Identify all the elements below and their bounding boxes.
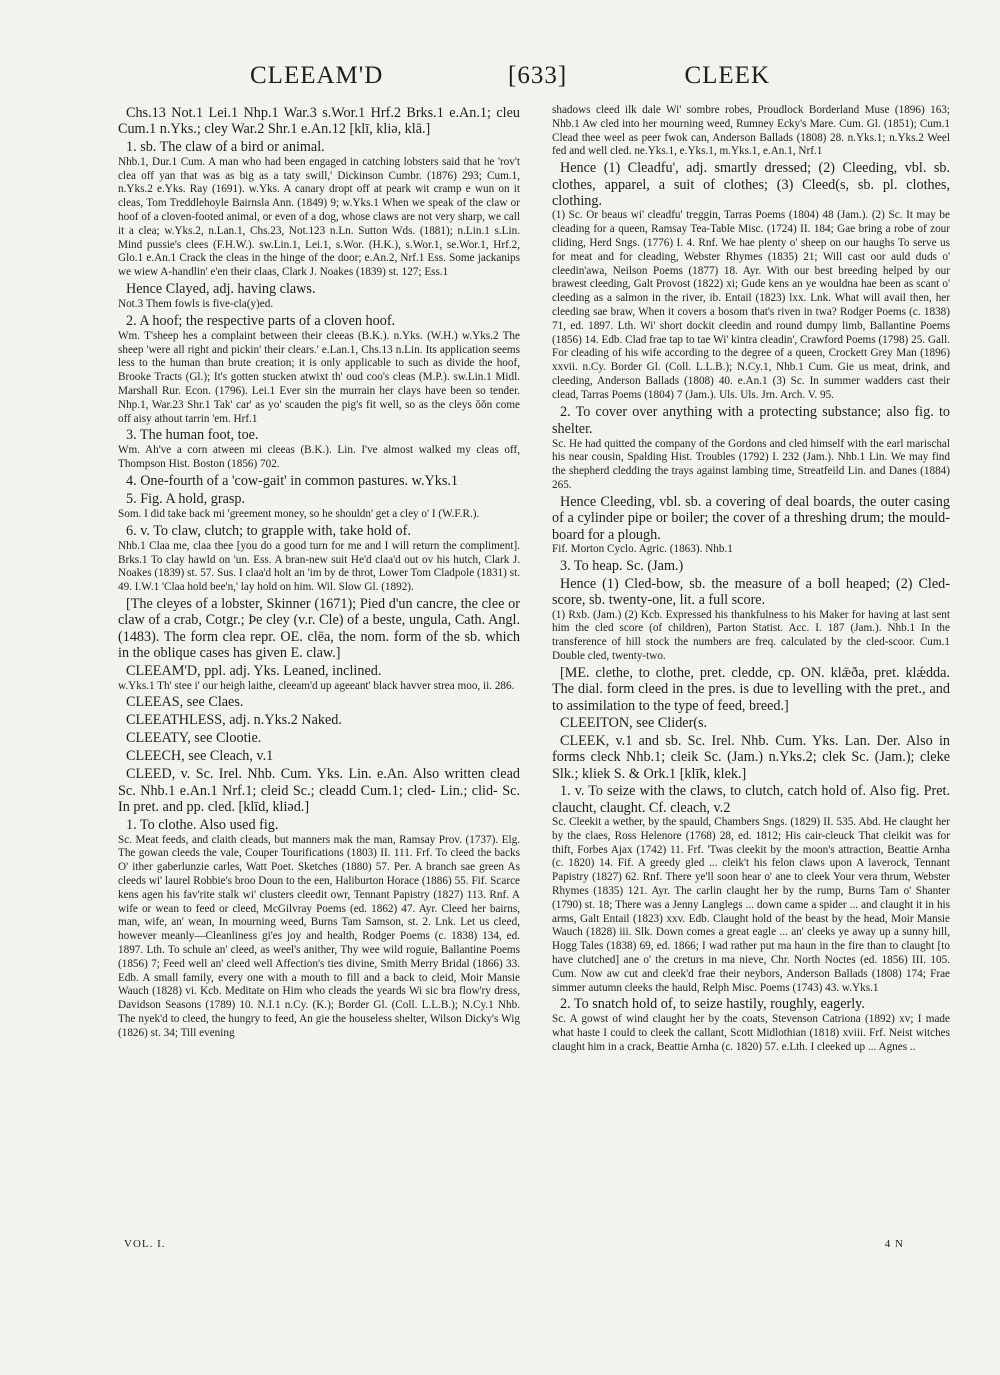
citation-paragraph: Wm. Ah've a corn atween mi cleeas (B.K.). Lin. I've almost walked my cleas off, Thompson Hist. Boston (1856) 702. — [118, 444, 520, 471]
header-right-word: CLEEK — [684, 62, 770, 89]
citation-paragraph: w.Yks.1 Th' stee i' our heigh laithe, cleeam'd up ageeant' black havver strea moo, ii. 286. — [118, 679, 515, 692]
entry-paragraph: 4. One-fourth of a 'cow-gait' in common pastures. w.Yks.1 — [126, 472, 459, 489]
citation-paragraph: Som. I did take back mi 'greement money, so he shouldn' get a cley o' I (W.F.R.). — [118, 507, 480, 520]
citation-paragraph: Sc. Cleekit a wether, by the spauld, Chambers Sngs. (1829) II. 535. Abd. He claught her by the claes, Ross Helenore (1768) 28, ed. 1812; His cair-cleuck That cleikit was for thift, Forbes Ajax (1742) 11. Frf. 'Twas cleekit by the moon's attraction, Beattie Arnha (c. 1820) 14. Fif. A greedy gled ... cleik't his felon claws upon A laverock, Tennant Papistry (1827) 62. Rnf. There ye'll soon hear o' ane to cleek Your vera thrum, Webster Rhymes (1835) 121. Ayr. The carlin claught her by the rump, Burns Tam o' Shanter (1790) st. 18; There was a Jenny Langlegs ... down came a spider ... and claught it in his arms, Galt Entail (1823) xxv. Edb. Claught hold of the beast by the head, Moir Mansie Wauch (1828) iii. Slk. Down comes a great eagle ... an' cleeks ye away up a sunny hill, Hogg Tales (1838) 69, ed. 1866; I wad rather put ma haun in the fire than to claught [to have clutched] ane o' the creturs in ma nieve, Chr. North Noctes (ed. 1856) III. 105. Cum. Now aw cut and cleek'd frae their neybors, Anderson Ballads (1808) 174; Frae simmer autumn cleeks the hauld, Relph Misc. Poems (1743) 43. w.Yks.1 — [552, 816, 950, 994]
entry-paragraph: 1. sb. The claw of a bird or animal. — [126, 138, 325, 155]
citation-paragraph: Wm. T'sheep hes a complaint between their cleeas (B.K.). n.Yks. (W.H.) w.Yks.2 The sheep 'were all right and pickin' their clears.' e.Lan.1, Chs.13 n.Lin. Its application seems less to the human than brute creation; it is only applicable to such as divide the hoof, Brooke Tracts (Gl.); It's gotten stucken atwixt th' oud coo's cleas (M.P.). sw.Lin.1 Midl. Marshall Rur. Econ. (1796). Lei.1 Ever sin the murrain her clays have been so tender. Nhp.1, War.23 Shr.1 Tak' car' as yo' scauden the pig's fit well, so as the cleys ŏŏn come off aisy athout tarrin 'em. Hrf.1 — [118, 329, 520, 425]
citation-paragraph: Nhb.1, Dur.1 Cum. A man who had been engaged in catching lobsters said that he 'rov't clea off yan that was as big as a taty swill,' Dickinson Cumbr. (1876) 293; Cum.1, n.Yks.2 e.Yks. Ray (1691). w.Yks. A canary dropt off at peark wit cramp e wun on it cleas, Tom Treddlehoyle Bairnsla Ann. (1849) 9; w.Yks.1 When we speak of the claw or hoof of a cloven-footed animal, or even of a dog, whose claws are not very sharp, we call it a clea; w.Yks.2, n.Lan.1, Chs.23, Not.123 n.Ln. Sutton Wds. (1881); n.Lin.1 s.Lin. Mind pussie's clees (F.H.W.). sw.Lin.1, Lei.1, s.Wor. (H.K.), s.Wor.1, se.Wor.1, Hrf.2, Glo.1 e.An.1 Crack the cleas in the hinge of the door; e.An.2, Nrf.1 Ess. Some jackanips we wiew A-handlin' e'en their claas, Clark J. Noakes (1839) st. 127; Ess.1 — [118, 155, 520, 279]
entry-paragraph: 2. To cover over anything with a protecting substance; also fig. to shelter. — [552, 403, 950, 437]
entry-paragraph: CLEEATY, see Clootie. — [126, 730, 262, 747]
page-number: [633] — [508, 62, 568, 89]
citation-paragraph: Not.3 Them fowls is five-cla(y)ed. — [118, 297, 274, 310]
entry-paragraph: [ME. clethe, to clothe, pret. cledde, cp. ON. klǣða, pret. klǽdda. The dial. form cleed in the pres. is due to levelling with the pret., and to assimilation to the type of feed, breed.] — [552, 664, 950, 714]
citation-paragraph: Sc. He had quitted the company of the Gordons and cled himself with the earl marischal his near cousin, Spalding Hist. Troubles (1792) I. 232 (Jam.). Nhb.1 Lin. We may find the shepherd cledding the trays against lambing time, Streatfeild Lin. and Danes (1884) 265. — [552, 437, 950, 491]
entry-paragraph: Hence (1) Cled-bow, sb. the measure of a boll heaped; (2) Cled-score, sb. twenty-one, lit. a full score. — [552, 575, 950, 609]
entry-paragraph: [The cleyes of a lobster, Skinner (1671); Pied d'un cancre, the clee or claw of a crab, Cotgr.; Þe cley (v.r. Cle) of a beste, ungula, Cath. Angl. (1483). The form clea repr. OE. clēa, the nom. form of the sb. which in the oblique cases has given E. claw.] — [118, 595, 520, 662]
citation-paragraph: shadows cleed ilk dale Wi' sombre robes, Proudlock Borderland Muse (1896) 163; Nhb.1 Aw cled into her mourning weed, Rumney Ecky's Mare. Cum. Gl. (1851); Cum.1 Clead thee weel as peer fwok can, Anderson Ballads (1808) 28. n.Yks.1; n.Yks.2 Weel fed and well cled. ne.Yks.1, e.Yks.1, m.Yks.1, e.An.1, Nrf.1 — [552, 104, 950, 158]
entry-paragraph: CLEEAS, see Claes. — [126, 694, 244, 711]
entry-paragraph: 1. To clothe. Also used fig. — [126, 816, 279, 833]
citation-paragraph: Fif. Morton Cyclo. Agric. (1863). Nhb.1 — [552, 542, 733, 555]
entry-paragraph: CLEEAM'D, ppl. adj. Yks. Leaned, inclined. — [126, 662, 382, 679]
entry-paragraph: Hence (1) Cleadfu', adj. smartly dressed; (2) Cleeding, vbl. sb. clothes, apparel, a suit of clothes; (3) Cleed(s, sb. pl. clothes, clothing. — [552, 160, 950, 209]
citation-paragraph: (1) Rxb. (Jam.) (2) Kcb. Expressed his thankfulness to his Maker for having at last sent him the cled score (of children), Parton Statist. Acc. I. 187 (Jam.). Nhb.1 In the transference of hill stock the numbers are freq. calculated by the cled-scoor. Cum.1 Double cled, twenty-two. — [552, 608, 950, 662]
entry-paragraph: 3. To heap. Sc. (Jam.) — [560, 557, 684, 574]
entry-paragraph: 2. To snatch hold of, to seize hastily, roughly, eagerly. — [560, 996, 865, 1013]
entry-paragraph: 5. Fig. A hold, grasp. — [126, 490, 246, 507]
citation-paragraph: Sc. Meat feeds, and claith cleads, but manners mak the man, Ramsay Prov. (1737). Elg. The gowan cleeds the vale, Couper Tourifications (1803) II. 111. Frf. To cleed the backs O' ither gaberlunzie carles, Watt Poet. Sketches (1880) 57. Per. A branch sae green As cleeds wi' laurel Robbie's broo Doun to the een, Haliburton Horace (1886) 55. Fif. Scarce kens agen his fav'rite stalk wi' clusters cleedit owr, Tennant Papistry (1827) 113. Rnf. A wife or wean to feed or cleed, McGilvray Poems (ed. 1862) 47. Ayr. Cleed her bairns, man, wife, an' wean, In mourning weed, Burns Tam Samson, st. 2. Lnk. Let us cleed, however meanly—Cleanliness gi'es joy and health, Rodger Poems (c. 1838) 134, ed. 1897. Lth. To schule an' cleed, as weel's anither, Thy wee wild roguie, Ballantine Poems (1856) 7; Feed well an' cleed well Affection's ties divine, Smith Merry Bridal (1866) 33. Edb. A small family, every one with a mouth to fill and a back to cleid, Moir Mansie Wauch (1828) vi. Kcb. Meditate on Him who cleads the yeards Wi sic bra flow'ry dress, Davidson Seasons (1789) 10. N.I.1 n.Cy. (K.); Border Gl. (Coll. L.L.B.); N.Cy.1 Nhb. The nyek'd to cleed, the hungry to feed, An gie the houseless shelter, Wilson Dicky's Wig (1826) st. 34; Till evening — [118, 833, 520, 1039]
running-head — [120, 62, 920, 96]
entry-paragraph: CLEECH, see Cleach, v.1 — [126, 748, 274, 765]
volume-label: VOL. I. — [124, 1238, 166, 1250]
citation-paragraph: Sc. A gowst of wind claught her by the coats, Stevenson Catriona (1892) xv; I made what haste I could to cleek the callant, Scott Midlothian (1818) xviii. Frf. Neist witches claught him in a crack, Beattie Arnha (c. 1820) 57. e.Lth. I cleeked up ... Agnes .. — [552, 1013, 950, 1053]
entry-paragraph: Hence Clayed, adj. having claws. — [126, 280, 316, 297]
entry-paragraph: 3. The human foot, toe. — [126, 427, 259, 444]
entry-paragraph: CLEEK, v.1 and sb. Sc. Irel. Nhb. Cum. Yks. Lan. Der. Also in forms cleck Nhb.1; cleik Sc. (Jam.) n.Yks.2; clek Sc. (Jam.); cleke Slk.; kliek S. & Ork.1 [klīk, klek.] — [552, 732, 950, 782]
right-column — [552, 104, 950, 1055]
entry-paragraph: CLEEATHLESS, adj. n.Yks.2 Naked. — [126, 712, 342, 729]
signature-mark: 4 N — [884, 1238, 904, 1250]
entry-paragraph: 2. A hoof; the respective parts of a cloven hoof. — [126, 312, 396, 329]
page-footer — [124, 1238, 904, 1254]
entry-paragraph: CLEEITON, see Clider(s. — [560, 714, 708, 731]
entry-paragraph: CLEED, v. Sc. Irel. Nhb. Cum. Yks. Lin. e.An. Also written clead Sc. Nhb.1 e.An.1 Nrf.1; cleid Sc.; cleadd Cum.1; cled- Lin.; clid- Sc. In pret. and pp. cled. [klīd, kliəd.] — [118, 766, 520, 816]
left-column — [118, 104, 520, 1041]
entry-paragraph: 6. v. To claw, clutch; to grapple with, take hold of. — [126, 522, 411, 539]
citation-paragraph: (1) Sc. Or beaus wi' cleadfu' treggin, Tarras Poems (1804) 48 (Jam.). (2) Sc. It may be cleading for a queen, Ramsay Tea-Table Misc. (1724) II. 184; Gae bring a robe of zour cliding, Herd Sngs. (1776) I. 4. Rnf. We hae plenty o' sheep on our haughs To serve us for meat and for cleading, Webster Rhymes (1835) 21; Will cast oor auld duds o' cleedin'awa, Neilson Poems (1877) 18. Ayr. With our best breeding helped by our brawest cleeding, Galt Provost (1822) xi; Gude kens an ye wouldna hae been as scant o' cleeding as a salmon in the river, ib. Entail (1823) lxx. Lnk. What will avail then, her cleeding sae braw, When it covers a bosom that's riven in twa? Rodger Poems (c. 1838) 71, ed. 1897. Lth. Wi' short dockit cleedin and round dumpy limb, Ballantine Poems (1856) 14. Edb. Clad frae tap to tae Wi' kintra cleadin', Crawford Poems (1798) 25. Gall. For cleading of his wife according to the degree of a queen, Crockett Grey Man (1896) xxvii. n.Cy. Border Gl. (Coll. L.L.B.); N.Cy.1, Nhb.1 Cum. Gie us meat, drink, and cleeding, Anderson Ballads (1808) 40. e.An.1 (3) Sc. In summer wadders cast their clead, Tarras Poems (1804) 7 (Jam.). Uls. Uls. Jrn. Arch. V. 95. — [552, 209, 950, 401]
entry-paragraph: Hence Cleeding, vbl. sb. a covering of deal boards, the outer casing of a cylinder pipe or boiler; the cover of a threshing drum; the mould-board for a plough. — [552, 493, 950, 543]
entry-paragraph: Chs.13 Not.1 Lei.1 Nhp.1 War.3 s.Wor.1 Hrf.2 Brks.1 e.An.1; cleu Cum.1 n.Yks.; cley War.2 Shr.1 e.An.12 [klī, kliə, klā.] — [118, 105, 520, 138]
citation-paragraph: Nhb.1 Claa me, claa thee [you do a good turn for me and I will return the compliment]. Brks.1 To clay hawld on 'un. Ess. A bran-new suit He'd claa'd out ov his hutch, Clark J. Noakes (1839) st. 57. Sus. I claa'd holt an 'im by de throt, Lower Tom Cladpole (1831) st. 49. I.W.1 'Claa hold bee'n,' lay hold on him. Wil. Slow Gl. (1892). — [118, 539, 520, 594]
header-left-word: CLEEAM'D — [250, 62, 384, 89]
entry-paragraph: 1. v. To seize with the claws, to clutch, catch hold of. Also fig. Pret. claucht, claught. Cf. cleach, v.2 — [552, 783, 950, 816]
